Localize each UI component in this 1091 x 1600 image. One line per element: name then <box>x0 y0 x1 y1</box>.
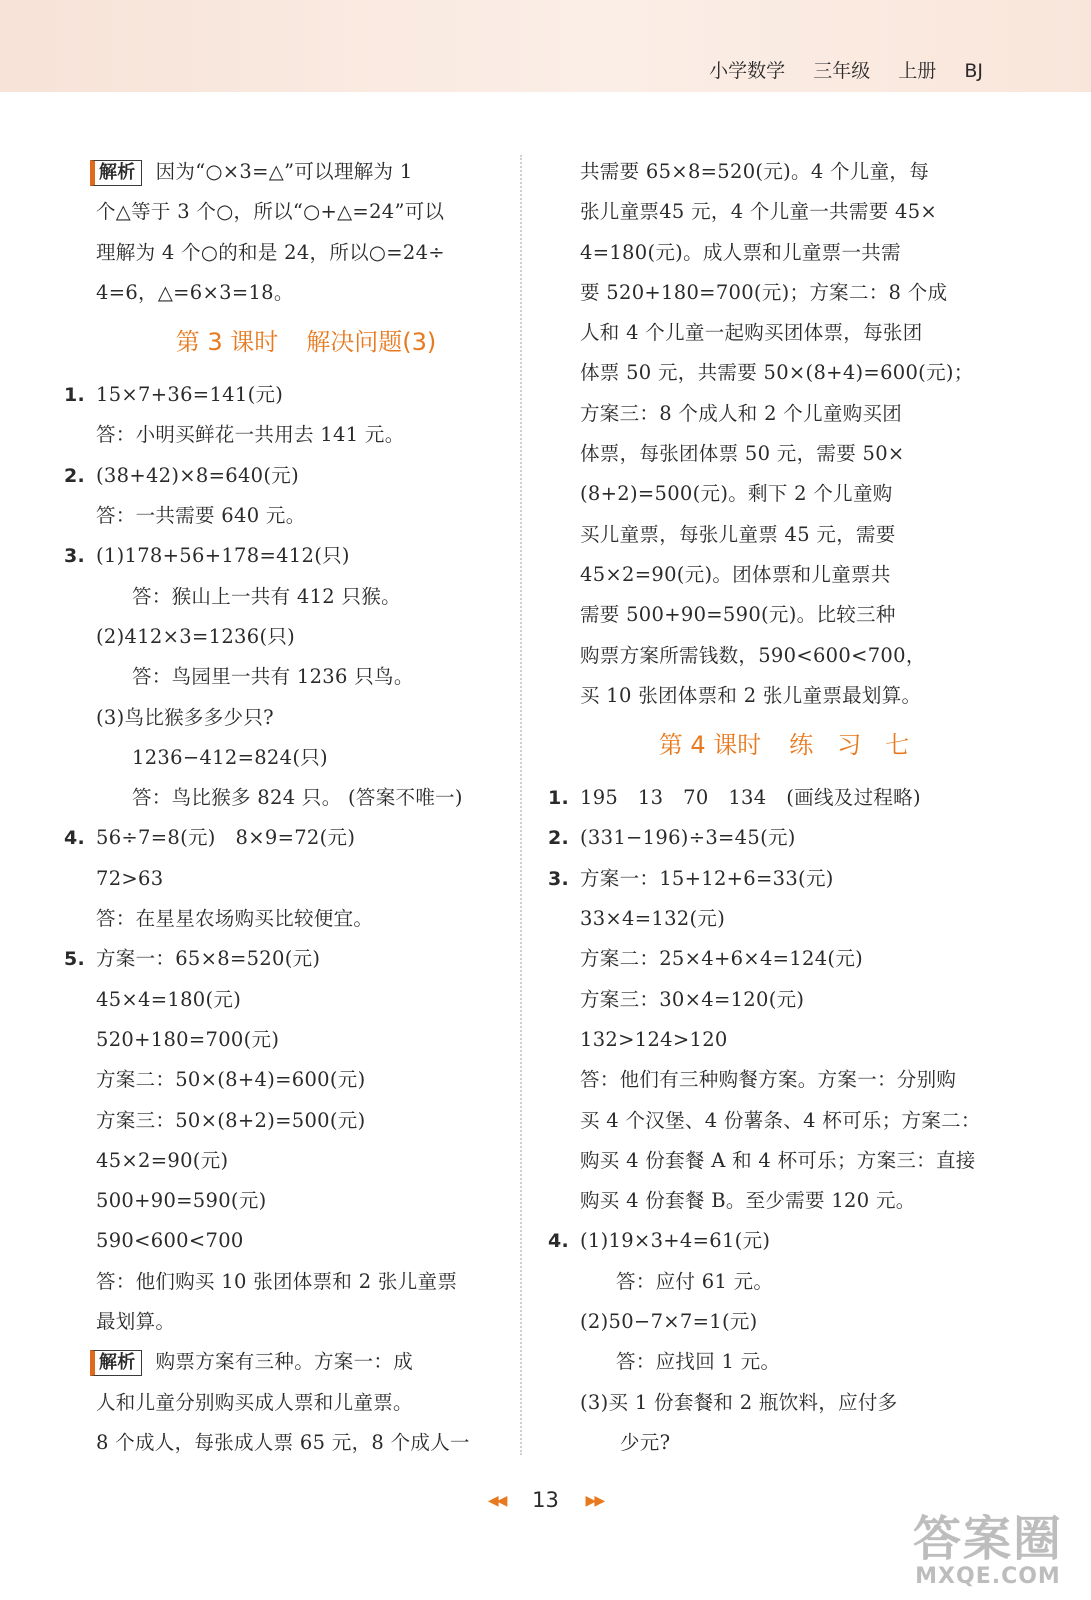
analysis-line: (8+2)=500(元)。剩下 2 个儿童购 <box>580 482 893 506</box>
book-info-header <box>687 56 983 83</box>
answer-line: (3)鸟比猴多多少只? <box>96 705 274 729</box>
answer-line: 答：猴山上一共有 412 只猴。 <box>132 584 401 608</box>
answer-line: 4. 56÷7=8(元) 8×9=72(元) <box>96 818 516 858</box>
analysis-line: 体票 50 元，共需要 50×(8+4)=600(元)； <box>580 361 974 385</box>
answer-line: 1236−412=824(只) <box>132 745 328 769</box>
grade-label: 三年级 <box>813 60 871 82</box>
analysis-line: 张儿童票45 元，4 个儿童一共需要 45× <box>580 200 938 224</box>
answer-line: 3. (1)178+56+178=412(只) <box>96 536 516 576</box>
analysis-line: 解析 购票方案有三种。方案一：成 <box>96 1342 516 1382</box>
section-title-lesson-4 <box>580 716 988 778</box>
answer-line: 最划算。 <box>96 1310 176 1334</box>
edition-label: BJ <box>964 60 983 82</box>
answer-line: 2. (38+42)×8=640(元) <box>96 456 516 496</box>
lesson-number: 第 4 课时 <box>658 731 762 760</box>
watermark-title: 答案圈 <box>912 1511 1063 1567</box>
answer-line: (2)50−7×7=1(元) <box>580 1310 758 1334</box>
answer-line: 132>124>120 <box>580 1027 728 1051</box>
answer-line: 45×4=180(元) <box>96 987 242 1011</box>
analysis-badge: 解析 <box>90 160 142 186</box>
answer-line: 答：鸟园里一共有 1236 只鸟。 <box>132 665 414 689</box>
lesson-number: 第 3 课时 <box>175 328 279 357</box>
question-number: 4. <box>64 827 86 850</box>
question-number: 3. <box>64 545 86 568</box>
double-right-arrow-icon: ▶▶ <box>585 1493 604 1509</box>
answer-line: 买 4 个汉堡、4 份薯条、4 杯可乐；方案二： <box>580 1108 981 1132</box>
answer-line: 5. 方案一：65×8=520(元) <box>96 939 516 979</box>
subject-label: 小学数学 <box>709 60 786 82</box>
analysis-line: 4=6，△=6×3=18。 <box>96 280 294 304</box>
answer-line: 72>63 <box>96 866 164 890</box>
analysis-line: 方案三：8 个成人和 2 个儿童购买团 <box>580 401 903 425</box>
answer-line: 方案二：25×4+6×4=124(元) <box>580 947 864 971</box>
question-number: 3. <box>548 867 570 890</box>
analysis-badge: 解析 <box>90 1350 142 1376</box>
analysis-line: 8 个成人，每张成人票 65 元，8 个成人一 <box>96 1430 470 1454</box>
analysis-line: 个△等于 3 个○，所以“○+△=24”可以 <box>96 200 445 224</box>
answer-line: 1. 15×7+36=141(元) <box>96 375 516 415</box>
analysis-line: 买儿童票，每张儿童票 45 元，需要 <box>580 522 896 546</box>
answer-line: 33×4=132(元) <box>580 907 726 931</box>
answer-line: 购买 4 份套餐 A 和 4 杯可乐；方案三：直接 <box>580 1148 976 1172</box>
answer-line: (3)买 1 份套餐和 2 瓶饮料，应付多 <box>580 1390 898 1414</box>
answer-line: 45×2=90(元) <box>96 1148 229 1172</box>
analysis-line: 要 520+180=700(元)；方案二：8 个成 <box>580 280 948 304</box>
analysis-line: 买 10 张团体票和 2 张儿童票最划算。 <box>580 683 922 707</box>
page-number: 13 <box>532 1488 559 1512</box>
answer-line: 答：应付 61 元。 <box>616 1269 774 1293</box>
analysis-line: 需要 500+90=590(元)。比较三种 <box>580 603 896 627</box>
analysis-line: 购票方案所需钱数，590<600<700， <box>580 643 926 667</box>
page-footer <box>0 1488 1091 1512</box>
answer-line: (2)412×3=1236(只) <box>96 624 296 648</box>
question-number: 1. <box>548 787 570 810</box>
answer-line: 答：一共需要 640 元。 <box>96 504 306 528</box>
analysis-line: 人和儿童分别购买成人票和儿童票。 <box>96 1390 413 1414</box>
question-number: 1. <box>64 384 86 407</box>
answer-line: 购买 4 份套餐 B。至少需要 120 元。 <box>580 1189 916 1213</box>
answer-line: 方案三：30×4=120(元) <box>580 987 805 1011</box>
watermark <box>912 1511 1063 1590</box>
lesson-topic: 解决问题(3) <box>306 328 437 357</box>
question-number: 5. <box>64 948 86 971</box>
answer-line: 答：他们购买 10 张团体票和 2 张儿童票 <box>96 1269 458 1293</box>
answer-line: 答：应找回 1 元。 <box>616 1350 781 1374</box>
answer-line: 3. 方案一：15+12+6=33(元) <box>580 859 988 899</box>
left-column <box>64 152 516 1463</box>
analysis-line: 理解为 4 个○的和是 24，所以○=24÷ <box>96 240 445 264</box>
question-number: 4. <box>548 1230 570 1253</box>
analysis-line: 共需要 65×8=520(元)。4 个儿童，每 <box>580 160 930 183</box>
answer-line: 520+180=700(元) <box>96 1027 280 1051</box>
analysis-line: 人和 4 个儿童一起购买团体票，每张团 <box>580 321 923 345</box>
question-number: 2. <box>64 464 86 487</box>
question-number: 2. <box>548 827 570 850</box>
watermark-url: MXQE.COM <box>915 1564 1061 1589</box>
answer-line: 答：他们有三种购餐方案。方案一：分别购 <box>580 1068 957 1092</box>
answer-line: 方案三：50×(8+2)=500(元) <box>96 1108 366 1132</box>
analysis-line: 解析 因为“○×3=△”可以理解为 1 <box>96 152 516 192</box>
answer-line: 方案二：50×(8+4)=600(元) <box>96 1068 366 1092</box>
volume-label: 上册 <box>898 60 937 82</box>
answer-line: 1. 195 13 70 134 (画线及过程略) <box>580 778 988 818</box>
double-left-arrow-icon: ◀◀ <box>487 1493 506 1509</box>
answer-line: 答：鸟比猴多 824 只。 (答案不唯一) <box>132 786 463 810</box>
answer-line: 2. (331−196)÷3=45(元) <box>580 818 988 858</box>
lesson-topic: 练 习 七 <box>789 731 910 760</box>
right-column <box>548 152 988 1463</box>
analysis-line: 45×2=90(元)。团体票和儿童票共 <box>580 562 891 586</box>
section-title-lesson-3 <box>96 313 516 375</box>
answer-line: 590<600<700 <box>96 1229 244 1253</box>
answer-line: 500+90=590(元) <box>96 1189 267 1213</box>
column-divider <box>520 155 522 1455</box>
analysis-line: 体票，每张团体票 50 元，需要 50× <box>580 442 905 466</box>
answer-line: 答：小明买鲜花一共用去 141 元。 <box>96 423 405 447</box>
answer-line: 少元? <box>620 1430 671 1454</box>
analysis-line: 4=180(元)。成人票和儿童票一共需 <box>580 240 901 264</box>
answer-line: 4. (1)19×3+4=61(元) <box>580 1221 988 1261</box>
answer-line: 答：在星星农场购买比较便宜。 <box>96 907 374 931</box>
